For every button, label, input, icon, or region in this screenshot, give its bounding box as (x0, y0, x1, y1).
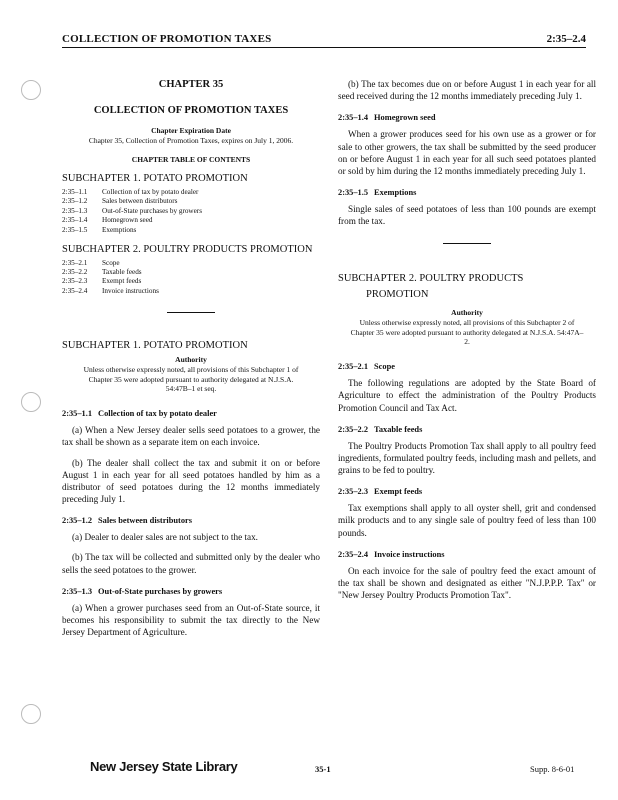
toc-entry (62, 207, 320, 216)
section-title: Out-of-State purchases by growers (98, 586, 223, 596)
section-title: Exempt feeds (374, 487, 423, 497)
section-number: 2:35–1.1 (62, 409, 93, 419)
section-heading (338, 361, 596, 372)
toc-subchapter-1-list (62, 188, 320, 235)
toc-entry-title: Out-of-State purchases by growers (102, 206, 202, 215)
binder-hole-middle (21, 392, 41, 412)
section-number: 2:35–2.2 (338, 424, 369, 434)
toc-entry (62, 259, 320, 268)
section-number: 2:35–2.4 (338, 549, 369, 559)
toc-entry (62, 277, 320, 286)
header-section-range: 2:35–2.4 (546, 33, 586, 45)
toc-entry (62, 216, 320, 225)
toc-entry-number: 2:35–2.3 (62, 277, 88, 286)
subchapter-2-heading-line2: PROMOTION (366, 289, 429, 301)
expiration-heading: Chapter Expiration Date (151, 125, 231, 135)
paragraph: (a) Dealer to dealer sales are not subject to the tax. (72, 532, 258, 543)
toc-entry (62, 197, 320, 206)
section-title: Scope (374, 362, 395, 372)
paragraph: (b) The tax becomes due on or before August 1 in each year for all seed received during the 12 months immediately preceding July 1. (338, 79, 596, 102)
section-number: 2:35–2.1 (338, 362, 369, 372)
toc-entry-title: Taxable feeds (102, 268, 142, 277)
toc-entry-title: Exempt feeds (102, 277, 142, 286)
toc-subchapter-2-list (62, 259, 320, 296)
section-number: 2:35–2.3 (338, 487, 369, 497)
toc-entry-number: 2:35–1.3 (62, 206, 88, 215)
section-title: Homegrown seed (374, 113, 436, 123)
paragraph: (a) When a grower purchases seed from an Out-of-State source, it becomes his responsibility to submit the tax directly to the New Jersey Department of Agriculture. (62, 602, 320, 638)
toc-entry-number: 2:35–2.2 (62, 268, 88, 277)
paragraph: (b) The dealer shall collect the tax and submit it on or before August 1 in each year for all seed potatoes handled by him as a distributor of seed potatoes during the 12 months immediately preceding July 1. (62, 457, 320, 504)
section-divider (167, 312, 215, 313)
chapter-title: COLLECTION OF PROMOTION TAXES (93, 104, 289, 116)
paragraph: When a grower produces seed for his own use as a grower or for sale to other growers, the tax shall be submitted by the seed producer on or before August 1 in each year for all such seed potatoes planted or sold by him during the 12 months immediately preceding July 1. (338, 129, 596, 176)
paragraph: (b) The tax will be collected and submitted only by the dealer who sells the seed potatoes to the grower. (62, 552, 320, 575)
paragraph: The Poultry Products Promotion Tax shall apply to all poultry feed ingredients, formulated poultry feeds, including mash and pellets, and grains to be fed to poultry. (338, 440, 596, 476)
toc-entry (62, 287, 320, 296)
toc-subchapter-1-heading: SUBCHAPTER 1. POTATO PROMOTION (62, 173, 248, 185)
subchapter-1-heading: SUBCHAPTER 1. POTATO PROMOTION (62, 340, 248, 352)
section-number: 2:35–1.2 (62, 516, 93, 526)
toc-subchapter-2-heading: SUBCHAPTER 2. POULTRY PRODUCTS PROMOTION (62, 243, 313, 255)
toc-entry-title: Exemptions (102, 225, 137, 234)
toc-entry-number: 2:35–2.1 (62, 258, 88, 267)
section-number: 2:35–1.3 (62, 586, 93, 596)
subchapter-2-authority-heading: Authority (451, 308, 483, 318)
section-title: Collection of tax by potato dealer (98, 409, 217, 419)
section-heading (338, 187, 596, 198)
expiration-text: Chapter 35, Collection of Promotion Taxes, expires on July 1, 2006. (88, 135, 294, 145)
paragraph: The following regulations are adopted by the State Board of Agriculture to effect the administration of the Poultry Products Promotion Council and Tax Act. (338, 378, 596, 413)
paragraph: On each invoice for the sale of poultry feed the exact amount of the tax shall be shown and designated as either "N.J.P.P.P. Tax" or "New Jersey Poultry Products Promotion Tax". (338, 565, 596, 601)
toc-entry (62, 226, 320, 235)
toc-entry (62, 268, 320, 277)
toc-entry-title: Collection of tax by potato dealer (102, 188, 199, 197)
right-column (338, 78, 596, 601)
section-divider (443, 243, 491, 244)
section-heading (62, 515, 320, 526)
toc-entry-number: 2:35–1.5 (62, 225, 88, 234)
section-title: Taxable feeds (374, 424, 423, 434)
binder-hole-bottom (21, 704, 41, 724)
toc-entry-title: Scope (102, 258, 120, 267)
section-heading (338, 424, 596, 435)
toc-entry (62, 188, 320, 197)
subchapter-2-authority-text: Unless otherwise expressly noted, all provisions of this Subchapter 2 of Chapter 35 were adopted pursuant to authority delegated at N.J.S.A. 54:47A–2. (350, 317, 584, 347)
running-header (62, 33, 586, 48)
paragraph: Tax exemptions shall apply to all oyster shell, grit and condensed milk products and to any single sale of poultry feed of less than 100 pounds. (338, 503, 596, 538)
binder-hole-top (21, 80, 41, 100)
section-title: Invoice instructions (374, 549, 445, 559)
page-number: 35-1 (315, 764, 331, 774)
section-heading (62, 586, 320, 597)
left-column (62, 78, 320, 638)
header-title: COLLECTION OF PROMOTION TAXES (62, 33, 272, 45)
toc-entry-title: Invoice instructions (102, 286, 159, 295)
section-number: 2:35–1.5 (338, 187, 369, 197)
section-heading (338, 112, 596, 123)
section-heading (338, 486, 596, 497)
paragraph: Single sales of seed potatoes of less than 100 pounds are exempt from the tax. (338, 204, 596, 227)
subchapter-1-authority-text: Unless otherwise expressly noted, all provisions of this Subchapter 1 of Chapter 35 were adopted pursuant to authority delegated at N.J.S.A. 54:47B–1 et seq. (83, 364, 299, 394)
subchapter-1-authority-heading: Authority (175, 355, 207, 365)
toc-entry-number: 2:35–1.1 (62, 188, 88, 197)
section-title: Sales between distributors (98, 516, 193, 526)
section-title: Exemptions (374, 187, 417, 197)
subchapter-2-heading-line1: SUBCHAPTER 2. POULTRY PRODUCTS (338, 273, 524, 285)
toc-entry-number: 2:35–1.2 (62, 197, 88, 206)
library-stamp: New Jersey State Library (90, 759, 238, 774)
toc-entry-title: Sales between distributors (102, 197, 178, 206)
section-heading (62, 408, 320, 419)
toc-entry-number: 2:35–2.4 (62, 286, 88, 295)
paragraph: (a) When a New Jersey dealer sells seed potatoes to a grower, the tax shall be shown as a separate item on each invoice. (62, 425, 320, 448)
section-heading (338, 549, 596, 560)
section-number: 2:35–1.4 (338, 113, 369, 123)
toc-title: CHAPTER TABLE OF CONTENTS (131, 155, 251, 165)
toc-entry-number: 2:35–1.4 (62, 216, 88, 225)
supplement-date: Supp. 8-6-01 (530, 764, 575, 774)
toc-entry-title: Homegrown seed (102, 216, 153, 225)
chapter-number: CHAPTER 35 (158, 79, 224, 90)
